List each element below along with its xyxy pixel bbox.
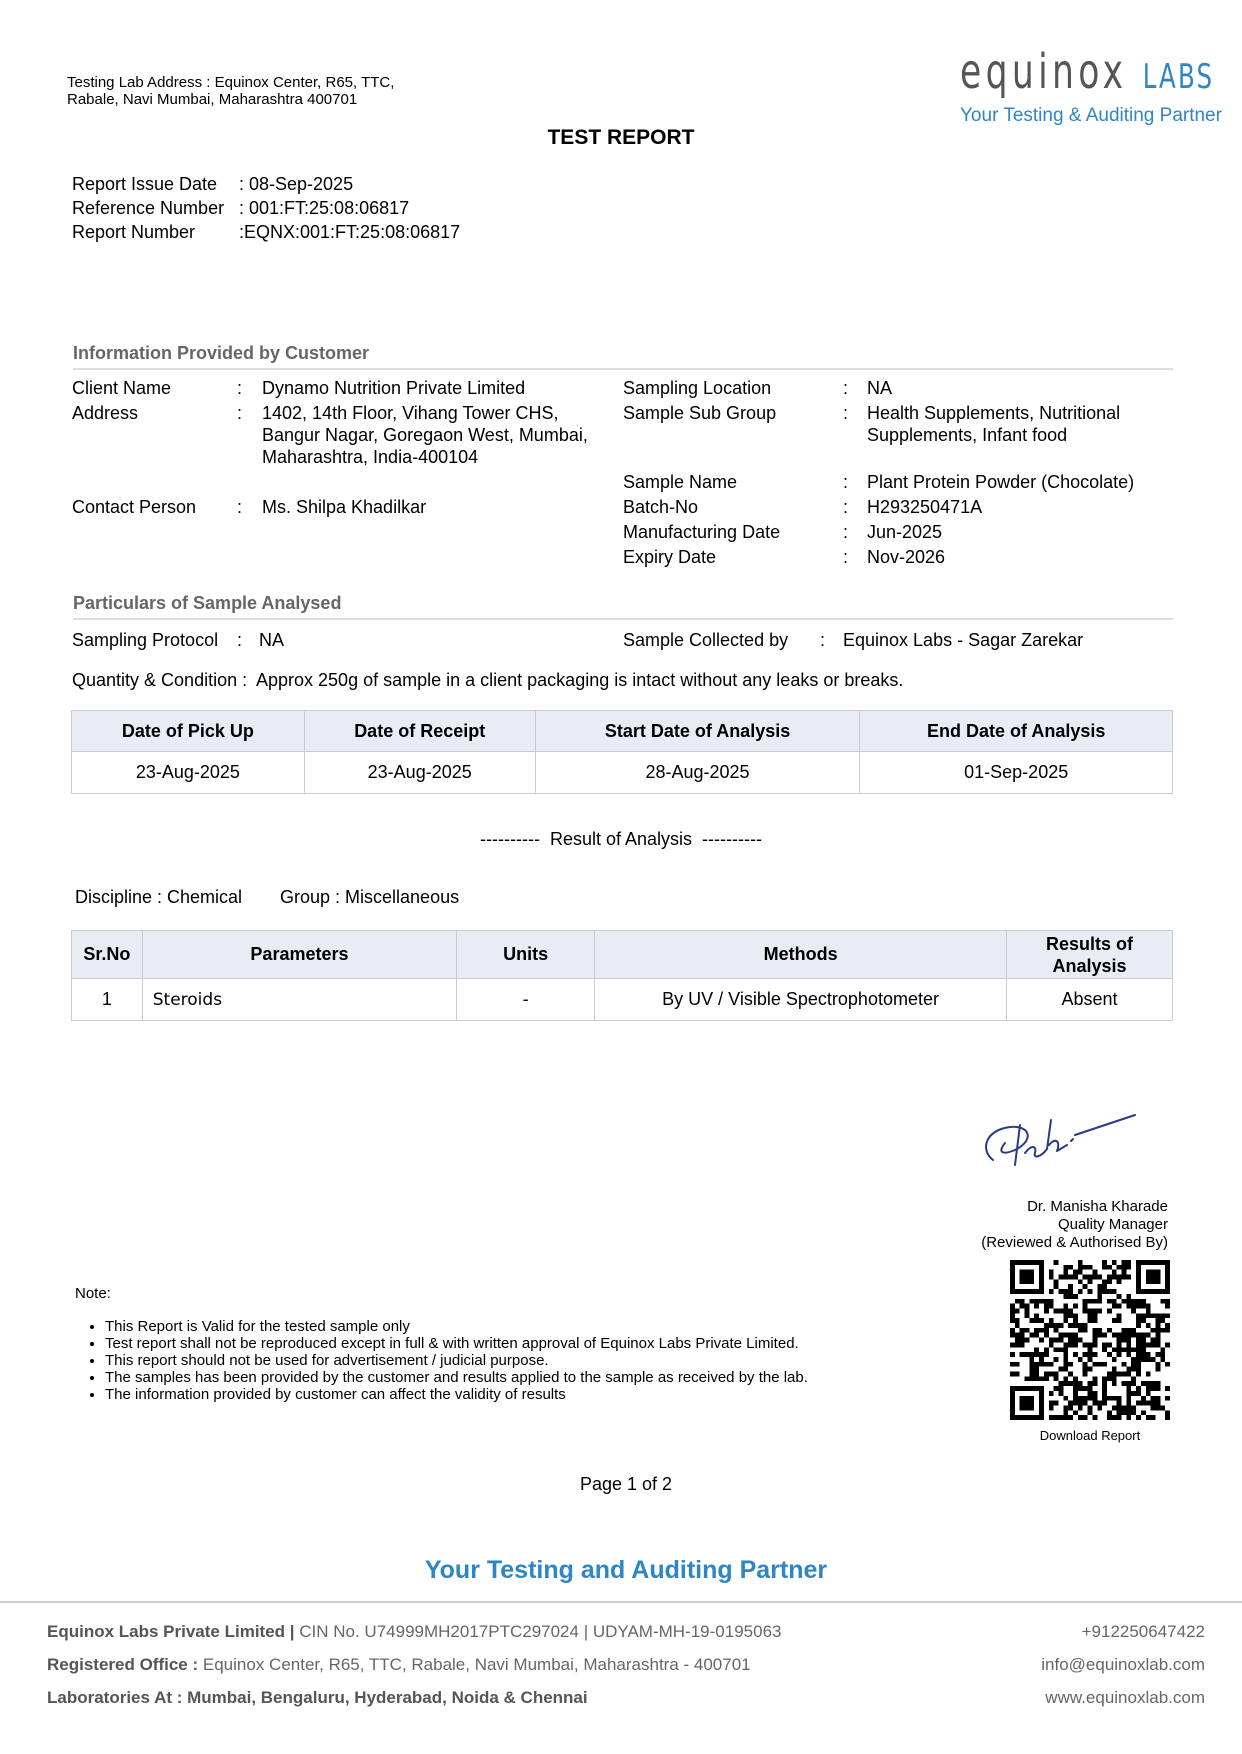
end-date: 01-Sep-2025 bbox=[860, 752, 1173, 794]
signatory-name: Dr. Manisha Kharade bbox=[1027, 1198, 1168, 1215]
parameter-cell: Steroids bbox=[142, 979, 456, 1021]
mfg-date-value: Jun-2025 bbox=[867, 522, 943, 542]
protocol-label: Sampling Protocol bbox=[72, 630, 219, 650]
address-line-1: 1402, 14th Floor, Vihang Tower CHS, bbox=[262, 403, 559, 423]
collected-by-value: Equinox Labs - Sagar Zarekar bbox=[843, 630, 1084, 650]
collected-by-label: Sample Collected by bbox=[623, 630, 789, 650]
footer-website[interactable]: www.equinoxlab.com bbox=[1045, 1688, 1205, 1707]
colon: : bbox=[843, 403, 849, 423]
results-header: Results of Analysis bbox=[1007, 931, 1173, 979]
notes-block bbox=[75, 1285, 808, 1403]
result-cell: Absent bbox=[1007, 979, 1173, 1021]
colon: : bbox=[237, 497, 243, 517]
signatory-role: (Reviewed & Authorised By) bbox=[981, 1234, 1168, 1251]
reference-number-value: : 001:FT:25:08:06817 bbox=[239, 198, 410, 218]
start-date: 28-Aug-2025 bbox=[535, 752, 860, 794]
mfg-date-label: Manufacturing Date bbox=[623, 522, 781, 542]
sample-section-heading: Particulars of Sample Analysed bbox=[73, 593, 1173, 620]
dates-table bbox=[71, 710, 1173, 794]
start-date-header: Start Date of Analysis bbox=[535, 711, 860, 752]
customer-section-heading: Information Provided by Customer bbox=[73, 343, 1173, 370]
srno-cell: 1 bbox=[72, 979, 143, 1021]
sampling-location-label: Sampling Location bbox=[623, 378, 772, 398]
colon: : bbox=[843, 497, 849, 517]
footer-tagline: Your Testing and Auditing Partner bbox=[424, 1556, 828, 1584]
quantity-label: Quantity & Condition : bbox=[72, 670, 248, 690]
receipt-date-header: Date of Receipt bbox=[304, 711, 535, 752]
methods-header: Methods bbox=[595, 931, 1007, 979]
colon: : bbox=[237, 378, 243, 398]
colon: : bbox=[843, 472, 849, 492]
list-item: • The information provided by customer can affect the validity of results bbox=[105, 1386, 808, 1403]
sample-info bbox=[0, 0, 1242, 700]
report-number-value: :EQNX:001:FT:25:08:06817 bbox=[239, 222, 461, 242]
signatory-block bbox=[981, 1198, 1168, 1252]
signature-image bbox=[975, 1105, 1145, 1175]
report-title: TEST REPORT bbox=[547, 126, 695, 149]
list-item: • This report should not be used for advertisement / judicial purpose. bbox=[105, 1352, 808, 1369]
colon: : bbox=[820, 630, 826, 650]
colon: : bbox=[843, 378, 849, 398]
sampling-location-value: NA bbox=[867, 378, 893, 398]
sample-sub-group-line-2: Supplements, Infant food bbox=[867, 425, 1068, 445]
logo-labs: LABS bbox=[1142, 57, 1215, 97]
colon: : bbox=[237, 630, 243, 650]
batch-value: H293250471A bbox=[867, 497, 983, 517]
logo-tagline: Your Testing & Auditing Partner bbox=[960, 105, 1222, 126]
client-name-label: Client Name bbox=[72, 378, 172, 398]
contact-value: Ms. Shilpa Khadilkar bbox=[262, 497, 427, 517]
pickup-date: 23-Aug-2025 bbox=[72, 752, 305, 794]
receipt-date: 23-Aug-2025 bbox=[304, 752, 535, 794]
qr-caption: Download Report bbox=[1039, 1428, 1141, 1443]
batch-label: Batch-No bbox=[623, 497, 699, 517]
sample-name-label: Sample Name bbox=[623, 472, 738, 492]
quantity-value: Approx 250g of sample in a client packaging is intact without any leaks or breaks. bbox=[256, 670, 904, 690]
contact-label: Contact Person bbox=[72, 497, 197, 517]
footer-email[interactable]: info@equinoxlab.com bbox=[1041, 1655, 1205, 1674]
page-number: Page 1 of 2 bbox=[579, 1474, 673, 1494]
parameters-header: Parameters bbox=[142, 931, 456, 979]
srno-header: Sr.No bbox=[72, 931, 143, 979]
report-number-label: Report Number bbox=[72, 222, 196, 242]
footer-office-label: Registered Office : bbox=[47, 1655, 199, 1674]
issue-date-value: : 08-Sep-2025 bbox=[239, 174, 354, 194]
result-heading: ---------- Result of Analysis ---------- bbox=[480, 829, 762, 849]
table-row bbox=[72, 979, 1173, 1021]
expiry-date-value: Nov-2026 bbox=[867, 547, 946, 567]
colon: : bbox=[237, 403, 243, 423]
footer-labs-line bbox=[47, 1688, 588, 1708]
expiry-date-label: Expiry Date bbox=[623, 547, 717, 567]
results-table bbox=[71, 930, 1173, 1021]
reference-number-label: Reference Number bbox=[72, 198, 225, 218]
client-name-value: Dynamo Nutrition Private Limited bbox=[262, 378, 526, 398]
protocol-value: NA bbox=[259, 630, 285, 650]
footer-office: Equinox Center, R65, TTC, Rabale, Navi Mumbai, Maharashtra - 400701 bbox=[198, 1655, 751, 1674]
logo-word: equinox bbox=[960, 44, 1128, 100]
sample-name-value: Plant Protein Powder (Chocolate) bbox=[867, 472, 1135, 492]
address-label: Address bbox=[72, 403, 139, 423]
list-item: • This Report is Valid for the tested sample only bbox=[105, 1318, 808, 1335]
pickup-date-header: Date of Pick Up bbox=[72, 711, 305, 752]
group: Group : Miscellaneous bbox=[280, 887, 460, 907]
units-header: Units bbox=[457, 931, 595, 979]
colon: : bbox=[843, 522, 849, 542]
notes-list bbox=[75, 1318, 808, 1403]
units-cell: - bbox=[457, 979, 595, 1021]
footer-labs: Laboratories At : Mumbai, Bengaluru, Hyderabad, Noida & Chennai bbox=[47, 1688, 588, 1707]
address-line-3: Maharashtra, India-400104 bbox=[262, 447, 479, 467]
notes-label: Note: bbox=[75, 1285, 111, 1302]
footer-phone: +912250647422 bbox=[1081, 1622, 1205, 1641]
discipline: Discipline : Chemical bbox=[75, 887, 243, 907]
address-line-2: Bangur Nagar, Goregaon West, Mumbai, bbox=[262, 425, 588, 445]
colon: : bbox=[843, 547, 849, 567]
footer-cin: CIN No. U74999MH2017PTC297024 | UDYAM-MH-19-0195063 bbox=[294, 1622, 782, 1641]
signatory-title: Quality Manager bbox=[1057, 1216, 1168, 1233]
sample-sub-group-line-1: Health Supplements, Nutritional bbox=[867, 403, 1121, 423]
qr-code-image[interactable] bbox=[1010, 1260, 1170, 1420]
footer-office-line bbox=[47, 1655, 751, 1675]
sample-sub-group-label: Sample Sub Group bbox=[623, 403, 777, 423]
footer-divider bbox=[0, 1601, 1242, 1603]
lab-address: Testing Lab Address : Equinox Center, R65, TTC, Rabale, Navi Mumbai, Maharashtra 400701 bbox=[67, 74, 395, 108]
issue-date-label: Report Issue Date bbox=[72, 174, 218, 194]
end-date-header: End Date of Analysis bbox=[860, 711, 1173, 752]
method-cell: By UV / Visible Spectrophotometer bbox=[595, 979, 1007, 1021]
list-item: • The samples has been provided by the customer and results applied to the sample as received by the lab. bbox=[105, 1369, 808, 1386]
footer-company: Equinox Labs Private Limited | bbox=[47, 1622, 295, 1641]
list-item: • Test report shall not be reproduced except in full & with written approval of Equinox Labs Private Limited. bbox=[105, 1335, 808, 1352]
footer-company-line bbox=[47, 1622, 781, 1642]
